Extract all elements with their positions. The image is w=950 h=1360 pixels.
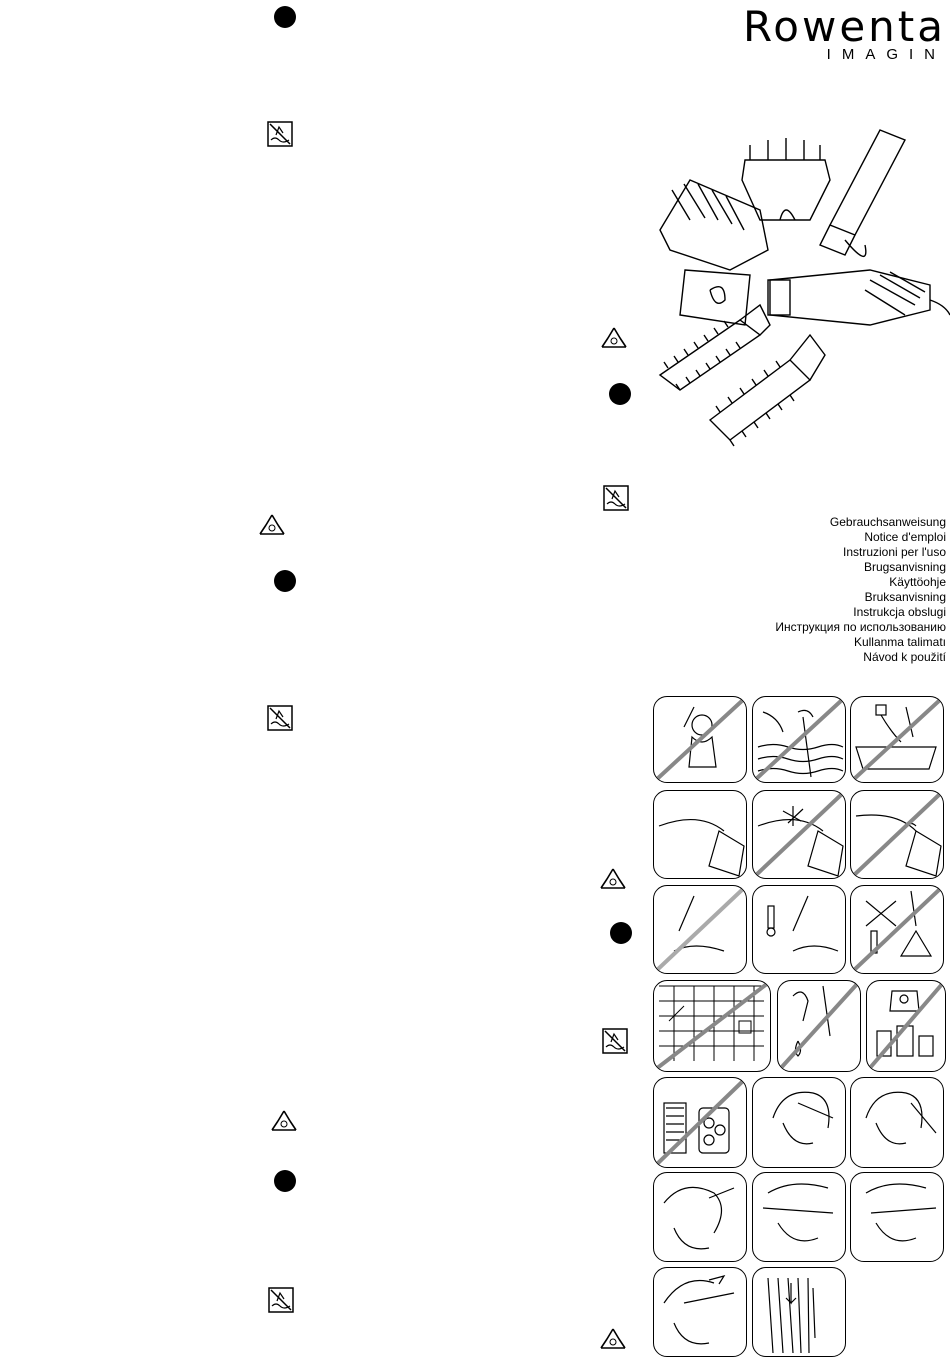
brand-name: Rowenta bbox=[742, 2, 946, 51]
language-item: Instrukcja obslugi bbox=[853, 605, 946, 619]
recycle-icon bbox=[597, 866, 629, 896]
step-panel-temperature bbox=[752, 885, 846, 974]
step-panel-styling-3 bbox=[653, 1172, 747, 1262]
language-item: Brugsanvisning bbox=[863, 560, 946, 574]
step-panel-styling-2 bbox=[850, 1077, 944, 1168]
bullet-dot-5 bbox=[274, 1170, 296, 1192]
warning-panel-cord-twist bbox=[850, 790, 944, 879]
warning-panel-bathtub bbox=[850, 696, 944, 783]
warning-panel-curlers bbox=[653, 1077, 747, 1168]
recycle-icon bbox=[598, 325, 630, 355]
recycle-icon bbox=[268, 1108, 300, 1138]
warning-panel-bathroom bbox=[653, 980, 771, 1072]
bullet-dot-1 bbox=[274, 6, 296, 28]
warning-panel-child bbox=[653, 696, 747, 783]
warning-panel-caution bbox=[850, 885, 944, 974]
bullet-dot-2 bbox=[609, 383, 631, 405]
step-panel-styling-7 bbox=[752, 1267, 846, 1357]
step-panel-styling-1 bbox=[752, 1077, 846, 1168]
brand-model: IMAGIN bbox=[826, 46, 946, 63]
no-water-icon bbox=[268, 1287, 294, 1313]
language-item: Инструкция по использованию bbox=[775, 620, 946, 634]
no-water-icon bbox=[602, 1028, 628, 1054]
bullet-dot-4 bbox=[610, 922, 632, 944]
step-panel-styling-6 bbox=[653, 1267, 747, 1357]
step-panel-styling-5 bbox=[850, 1172, 944, 1262]
bullet-dot-3 bbox=[274, 570, 296, 592]
warning-panel-hot-surface bbox=[653, 885, 747, 974]
no-water-icon bbox=[603, 485, 629, 511]
language-list bbox=[775, 515, 946, 665]
product-accessories-illustration bbox=[650, 120, 950, 460]
language-item: Kullanma talimatı bbox=[853, 635, 946, 649]
warning-panel-chemicals bbox=[866, 980, 946, 1072]
warning-panel-damaged-cord bbox=[752, 790, 846, 879]
warning-panel-water bbox=[752, 696, 846, 783]
warning-panel-unplug bbox=[777, 980, 861, 1072]
language-item: Gebrauchsanweisung bbox=[829, 515, 946, 529]
step-panel-cord bbox=[653, 790, 747, 879]
recycle-icon bbox=[597, 1326, 629, 1356]
step-panel-styling-4 bbox=[752, 1172, 846, 1262]
language-item: Käyttöohje bbox=[889, 575, 946, 589]
language-item: Návod k použití bbox=[863, 650, 946, 664]
no-water-icon bbox=[267, 121, 293, 147]
no-water-icon bbox=[267, 705, 293, 731]
language-item: Bruksanvisning bbox=[864, 590, 946, 604]
language-item: Notice d'emploi bbox=[864, 530, 946, 544]
language-item: Instruzioni per l'uso bbox=[842, 545, 946, 559]
brand-logo bbox=[658, 2, 946, 64]
recycle-icon bbox=[256, 512, 288, 542]
